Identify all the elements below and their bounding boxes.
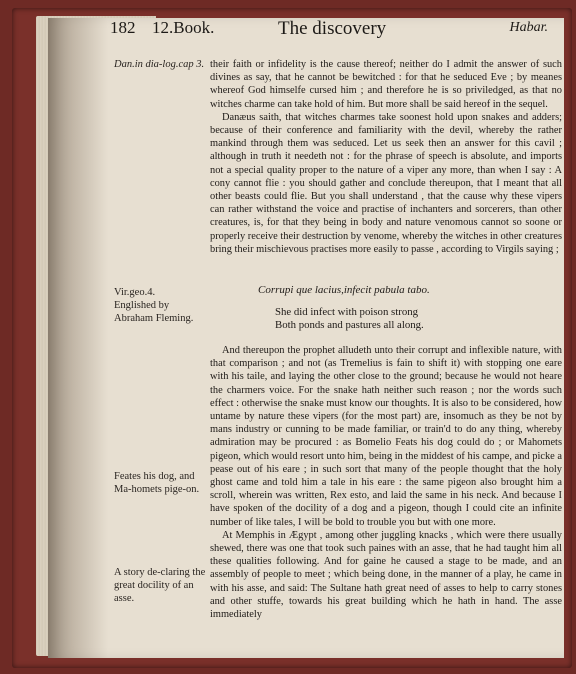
margin-note-feates: Feates his dog, and Ma-homets pige-on. — [114, 471, 200, 495]
paragraph: Danæus saith, that witches charmes take soonest hold upon snakes and adders; because of their conference and familiarity with the devil, whereby the rather mankind through them was seduced. Let us seek then an answer for this cavil ; although in truth it needeth not : for the phrase of speech is absolute, and imports not a special quality proper to the nature of a viper any more, than when I say : A cony cannot flie : you should gather and conclude thereupon, that I meant that all other beasts could flie. But you shall understand , that the cause why these vipers can rather withstand the voice and practise of inchanters and sorcerers, than other creatures, is, for that they being in body and nature venomous cannot so soone or properly receive their destruction by venome, whereby the witches in other creatures bring their mischievous practises more easily to passe , according to Virgils saying ; — [210, 111, 562, 255]
paragraph: At Memphis in Ægypt , among other juggling knacks , which were there usually shewed, there was one that took such paines with an asse, that he had taught him all these qualities following. And for gaine he caused a stage to be made, and an assembly of people to meet ; which being done, in the manner of a play, he came in with his asse, and said: The Sultane hath great need of asses to help to carry stones and other stuffe, towards his great building which he hath in hand. The asse immediately — [210, 529, 562, 621]
running-right: Habar. — [509, 20, 548, 35]
page-number: 182 — [110, 18, 136, 37]
paragraph: their faith or infidelity is the cause thereof; neither do I admit the answer of such divines as say, that he cannot be bewitched : for that he seduced Eve ; by meanes whereof God himselfe cursed him ; and therefore he is so priviledged, as that no witches charme can take hold of him. But more shall be said hereof in the sequel. — [210, 59, 562, 110]
margin-note-virgil: Vir.geo.4. Englished by Abraham Fleming. — [114, 287, 194, 324]
margin-note-asse: A story de-claring the great docility of an asse. — [114, 567, 206, 604]
gutter-shadow — [48, 18, 108, 658]
verse-translation — [275, 306, 525, 332]
running-header — [110, 16, 556, 42]
margin-note-dan: Dan.in dia-log.cap 3. — [114, 59, 205, 70]
page-title: The discovery — [278, 18, 387, 39]
latin-quote: Corrupi que lacius,infecit pabula tabo. — [258, 284, 430, 296]
text-block-1 — [210, 58, 562, 256]
book-number: 12.Book. — [152, 18, 215, 37]
verse-line: She did infect with poison strong — [275, 306, 419, 318]
text-block-2 — [210, 344, 562, 621]
verse-line: Both ponds and pastures all along. — [275, 319, 424, 331]
paragraph: And thereupon the prophet alludeth unto their corrupt and inflexible nature, with that comparison ; and not (as Tremelius is fain to shift it) with stopping one eare with his taile, and laying the other close to the ground; because he would not heare the charmers voice. For the snake hath neither such reason ; nor the words such effect : otherwise the snake must know our thoughts. It is also to be considered, how untame by nature these vipers (for the most part) are, insomuch as they be not by mans industry or cunning to be made familiar, or train'd to do any thing, whereby admiration may be procured : as Bomelio Feats his dog could do ; or Mahomets pigeon, which would resort unto him, being in the middest of his campe, and picke a pease out of his eare ; in such sort that many of the people thought that the holy ghost came and told him a tale in his eare : the same pigeon also brought him a scroll, wherein was written, Rex esto, and laid the same in his neck. And because I have spoken of the docility of a dog and a pigeon, though I could cite an infinite number of like tales, I will be bold to trouble you but with one more. — [210, 345, 562, 528]
